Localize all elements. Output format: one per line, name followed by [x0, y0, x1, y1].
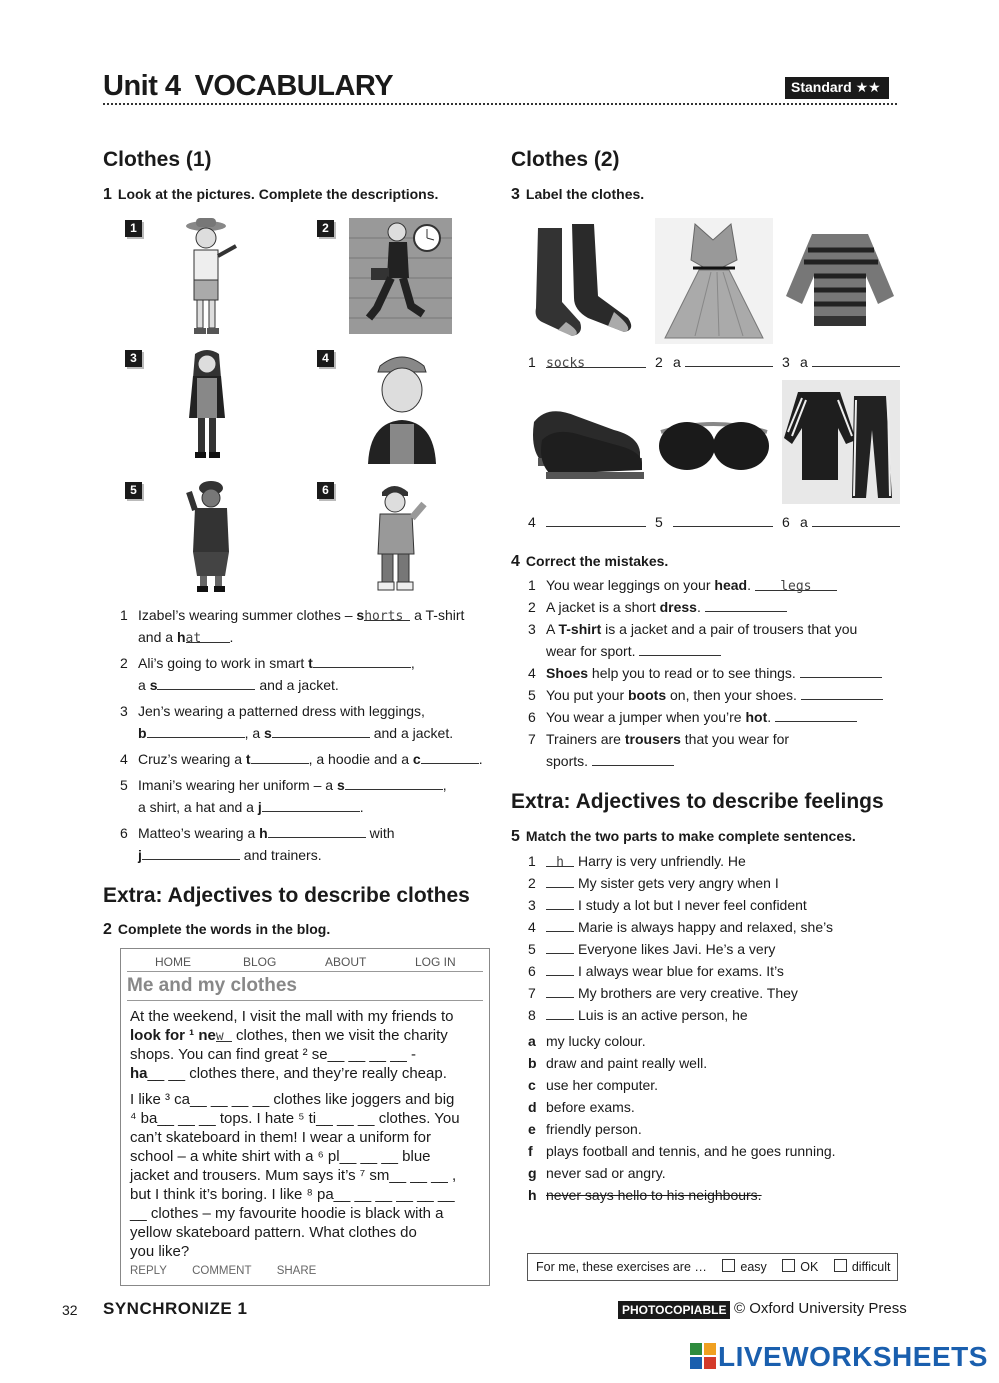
- header-divider: [103, 103, 897, 105]
- label-item-6: 6 a: [782, 511, 900, 533]
- answer-blank[interactable]: horts: [364, 606, 410, 621]
- section-title-adjectives-feelings: Extra: Adjectives to describe feelings: [511, 790, 884, 813]
- match-second-part: f plays football and tennis, and he goes running.: [528, 1143, 836, 1159]
- exercise-4-item-2: 2 A jacket is a short dress.: [528, 596, 787, 618]
- level-badge: Standard ★★: [785, 77, 889, 99]
- answer-blank[interactable]: [546, 961, 574, 976]
- exercise-4-instruction: 4 Correct the mistakes.: [511, 553, 669, 570]
- answer-blank[interactable]: [262, 797, 360, 812]
- exercise-4-item-4: 4 Shoes help you to read or to see things.: [528, 662, 882, 684]
- answer-blank[interactable]: [639, 641, 721, 656]
- answer-blank[interactable]: [546, 512, 646, 527]
- answer-blank[interactable]: [268, 823, 366, 838]
- exercise-4-item-3-line-2: wear for sport.: [546, 640, 721, 662]
- answer-blank[interactable]: [801, 685, 883, 700]
- nav-about-link[interactable]: ABOUT: [325, 955, 367, 969]
- answer-blank[interactable]: [272, 723, 370, 738]
- label-item-4: 4: [528, 511, 646, 533]
- picture-badge: 5: [125, 482, 142, 499]
- picture-badge: 3: [125, 350, 142, 367]
- answer-blank[interactable]: w: [216, 1027, 232, 1042]
- tracksuit-picture: [782, 380, 900, 504]
- exercise-1-item-2: 2 Ali’s going to work in smart t ,: [120, 655, 415, 671]
- girl-summer-clothes-picture: [178, 216, 244, 338]
- exercise-1-item-5-line-2: a shirt, a hat and a j .: [138, 799, 364, 815]
- match-second-part: a my lucky colour.: [528, 1033, 646, 1049]
- blog-nav: [127, 953, 483, 972]
- section-title-adjectives-clothes: Extra: Adjectives to describe clothes: [103, 884, 470, 907]
- match-second-part: c use her computer.: [528, 1077, 659, 1093]
- exercise-4-item-7-line-2: sports.: [546, 750, 674, 772]
- liveworksheets-logo-icon: [690, 1343, 716, 1369]
- girl-dress-leggings-picture: [181, 348, 233, 462]
- man-running-late-picture: [349, 218, 452, 334]
- exercise-2-instruction: 2 Complete the words in the blog.: [103, 921, 331, 938]
- blog-divider: [127, 1000, 483, 1001]
- match-first-part: 4 Marie is always happy and relaxed, she’s: [528, 919, 833, 935]
- boy-hat-jeans-picture: [370, 480, 432, 594]
- section-title-clothes-1: Clothes (1): [103, 148, 212, 171]
- answer-blank[interactable]: [142, 845, 240, 860]
- exercise-1-item-2-line-2: a s and a jacket.: [138, 677, 339, 693]
- shoes-picture: [528, 400, 646, 484]
- ok-checkbox[interactable]: [782, 1259, 795, 1272]
- picture-badge: 4: [317, 350, 334, 367]
- section-title-clothes-2: Clothes (2): [511, 148, 620, 171]
- blog-paragraph-1: At the weekend, I visit the mall with my friends to look for ¹ new clothes, then we visit the charity shops. You can find great ² se__ __ __ __ - ha__ __ clothes there, and they’re really cheap.: [130, 1008, 454, 1082]
- sunglasses-picture: [655, 406, 773, 476]
- self-assessment-prompt: For me, these exercises are …: [536, 1260, 707, 1274]
- easy-label: easy: [740, 1260, 767, 1274]
- exercise-1-item-3: 3 Jen’s wearing a patterned dress with leggings,: [120, 703, 425, 719]
- publisher-credit: © Oxford University Press: [734, 1300, 907, 1317]
- difficult-checkbox[interactable]: [834, 1259, 847, 1272]
- blog-paragraph-2: I like ³ ca__ __ __ __ clothes like joggers and big ⁴ ba__ __ __ tops. I hate ⁵ ti__ __ __ clothes. You can’t skateboard in them! I wear a uniform for school – a white shirt with a ⁶ pl__ __ __ blue jacket and trousers. Mum says it’s ⁷ sm__ __ __ , but I think it’s boring. I like ⁸ pa__ __ __ __ __ __ __ clothes – my favourite hoodie is black with a yellow skateboard pattern. What clothes do you like?: [130, 1091, 460, 1260]
- answer-blank[interactable]: [546, 917, 574, 932]
- share-link[interactable]: SHARE: [276, 1265, 317, 1277]
- answer-blank[interactable]: [775, 707, 857, 722]
- girl-uniform-picture: [185, 478, 237, 594]
- answer-blank[interactable]: [313, 653, 411, 668]
- answer-blank[interactable]: [705, 597, 787, 612]
- exercise-1-item-6: 6 Matteo’s wearing a h with: [120, 825, 395, 841]
- series-title: SYNCHRONIZE 1: [103, 1299, 248, 1318]
- match-first-part: 2 My sister gets very angry when I: [528, 875, 779, 891]
- page-number: 32: [62, 1302, 78, 1318]
- easy-checkbox[interactable]: [722, 1259, 735, 1272]
- boy-cap-hoodie-picture: [364, 348, 440, 464]
- answer-blank[interactable]: [812, 352, 900, 367]
- self-assessment-box: [527, 1253, 898, 1281]
- exercise-4-item-7: 7 Trainers are trousers that you wear for: [528, 731, 790, 747]
- exercise-5-instruction: 5 Match the two parts to make complete sentences.: [511, 828, 856, 845]
- nav-login-link[interactable]: LOG IN: [415, 955, 456, 969]
- answer-blank[interactable]: [546, 1005, 574, 1020]
- exercise-1-item-1: 1 Izabel’s wearing summer clothes – shorts a T-shirt: [120, 607, 465, 624]
- exercise-1-instruction: 1 Look at the pictures. Complete the descriptions.: [103, 186, 439, 203]
- answer-blank[interactable]: [251, 749, 309, 764]
- exercise-4-item-1: 1 You wear leggings on your head. legs: [528, 574, 837, 596]
- reply-link[interactable]: REPLY: [130, 1265, 167, 1277]
- answer-blank[interactable]: [421, 749, 479, 764]
- label-item-1: 1 socks: [528, 351, 646, 373]
- match-first-part: 7 My brothers are very creative. They: [528, 985, 798, 1001]
- socks-picture: [528, 222, 646, 344]
- match-second-part: g never sad or angry.: [528, 1165, 666, 1181]
- match-first-part: 3 I study a lot but I never feel confident: [528, 897, 807, 913]
- match-second-part: e friendly person.: [528, 1121, 642, 1137]
- label-item-2: 2 a: [655, 351, 773, 373]
- exercise-1-item-4: 4 Cruz’s wearing a t , a hoodie and a c .: [120, 751, 483, 767]
- picture-badge: 2: [317, 220, 334, 237]
- match-second-part: h never says hello to his neighbours.: [528, 1187, 762, 1203]
- answer-blank[interactable]: [800, 663, 882, 678]
- answer-blank[interactable]: h: [546, 852, 574, 867]
- picture-badge: 6: [317, 482, 334, 499]
- liveworksheets-brand: LIVEWORKSHEETS: [690, 1341, 988, 1373]
- answer-blank[interactable]: [546, 939, 574, 954]
- nav-home-link[interactable]: HOME: [155, 955, 191, 969]
- label-item-5: 5: [655, 511, 773, 533]
- match-first-part: 1 h Harry is very unfriendly. He: [528, 853, 746, 870]
- answer-blank[interactable]: [673, 512, 773, 527]
- exercise-1-item-6-line-2: j and trainers.: [138, 847, 322, 863]
- answer-blank[interactable]: [345, 775, 443, 790]
- jumper-picture: [782, 226, 900, 332]
- ok-label: OK: [800, 1260, 819, 1274]
- nav-blog-link[interactable]: BLOG: [243, 955, 277, 969]
- exercise-1-item-3-line-2: b , a s and a jacket.: [138, 725, 454, 741]
- unit-title: Unit 4 VOCABULARY: [103, 70, 394, 102]
- match-first-part: 8 Luis is an active person, he: [528, 1007, 748, 1023]
- answer-blank[interactable]: legs: [755, 576, 837, 591]
- exercise-1-item-5: 5 Imani’s wearing her uniform – a s ,: [120, 777, 447, 793]
- exercise-4-item-5: 5 You put your boots on, then your shoes.: [528, 684, 883, 706]
- match-first-part: 5 Everyone likes Javi. He’s a very: [528, 941, 776, 957]
- photocopiable-label: PHOTOCOPIABLE: [618, 1301, 730, 1319]
- match-second-part: b draw and paint really well.: [528, 1055, 708, 1071]
- answer-blank[interactable]: [546, 873, 574, 888]
- blog-panel: [120, 948, 490, 1286]
- exercise-1-item-1-line-2: and a hat .: [138, 629, 234, 646]
- exercise-4-item-6: 6 You wear a jumper when you’re hot.: [528, 706, 857, 728]
- answer-blank[interactable]: [157, 675, 255, 690]
- dress-picture: [655, 218, 773, 344]
- picture-badge: 1: [125, 220, 142, 237]
- answer-blank[interactable]: [592, 751, 674, 766]
- blog-title: Me and my clothes: [127, 975, 297, 996]
- match-first-part: 6 I always wear blue for exams. It’s: [528, 963, 784, 979]
- answer-blank[interactable]: [546, 895, 574, 910]
- exercise-3-instruction: 3 Label the clothes.: [511, 186, 645, 203]
- answer-blank[interactable]: [812, 512, 900, 527]
- comment-link[interactable]: COMMENT: [192, 1265, 252, 1277]
- answer-blank[interactable]: at: [186, 628, 230, 643]
- answer-blank[interactable]: [147, 723, 245, 738]
- answer-blank[interactable]: [546, 983, 574, 998]
- label-item-3: 3 a: [782, 351, 900, 373]
- answer-blank[interactable]: [685, 352, 773, 367]
- difficult-label: difficult: [851, 1260, 891, 1274]
- exercise-4-item-3: 3 A T-shirt is a jacket and a pair of trousers that you: [528, 621, 858, 637]
- answer-blank[interactable]: socks: [546, 353, 646, 368]
- match-second-part: d before exams.: [528, 1099, 635, 1115]
- blog-footer: [130, 1265, 338, 1277]
